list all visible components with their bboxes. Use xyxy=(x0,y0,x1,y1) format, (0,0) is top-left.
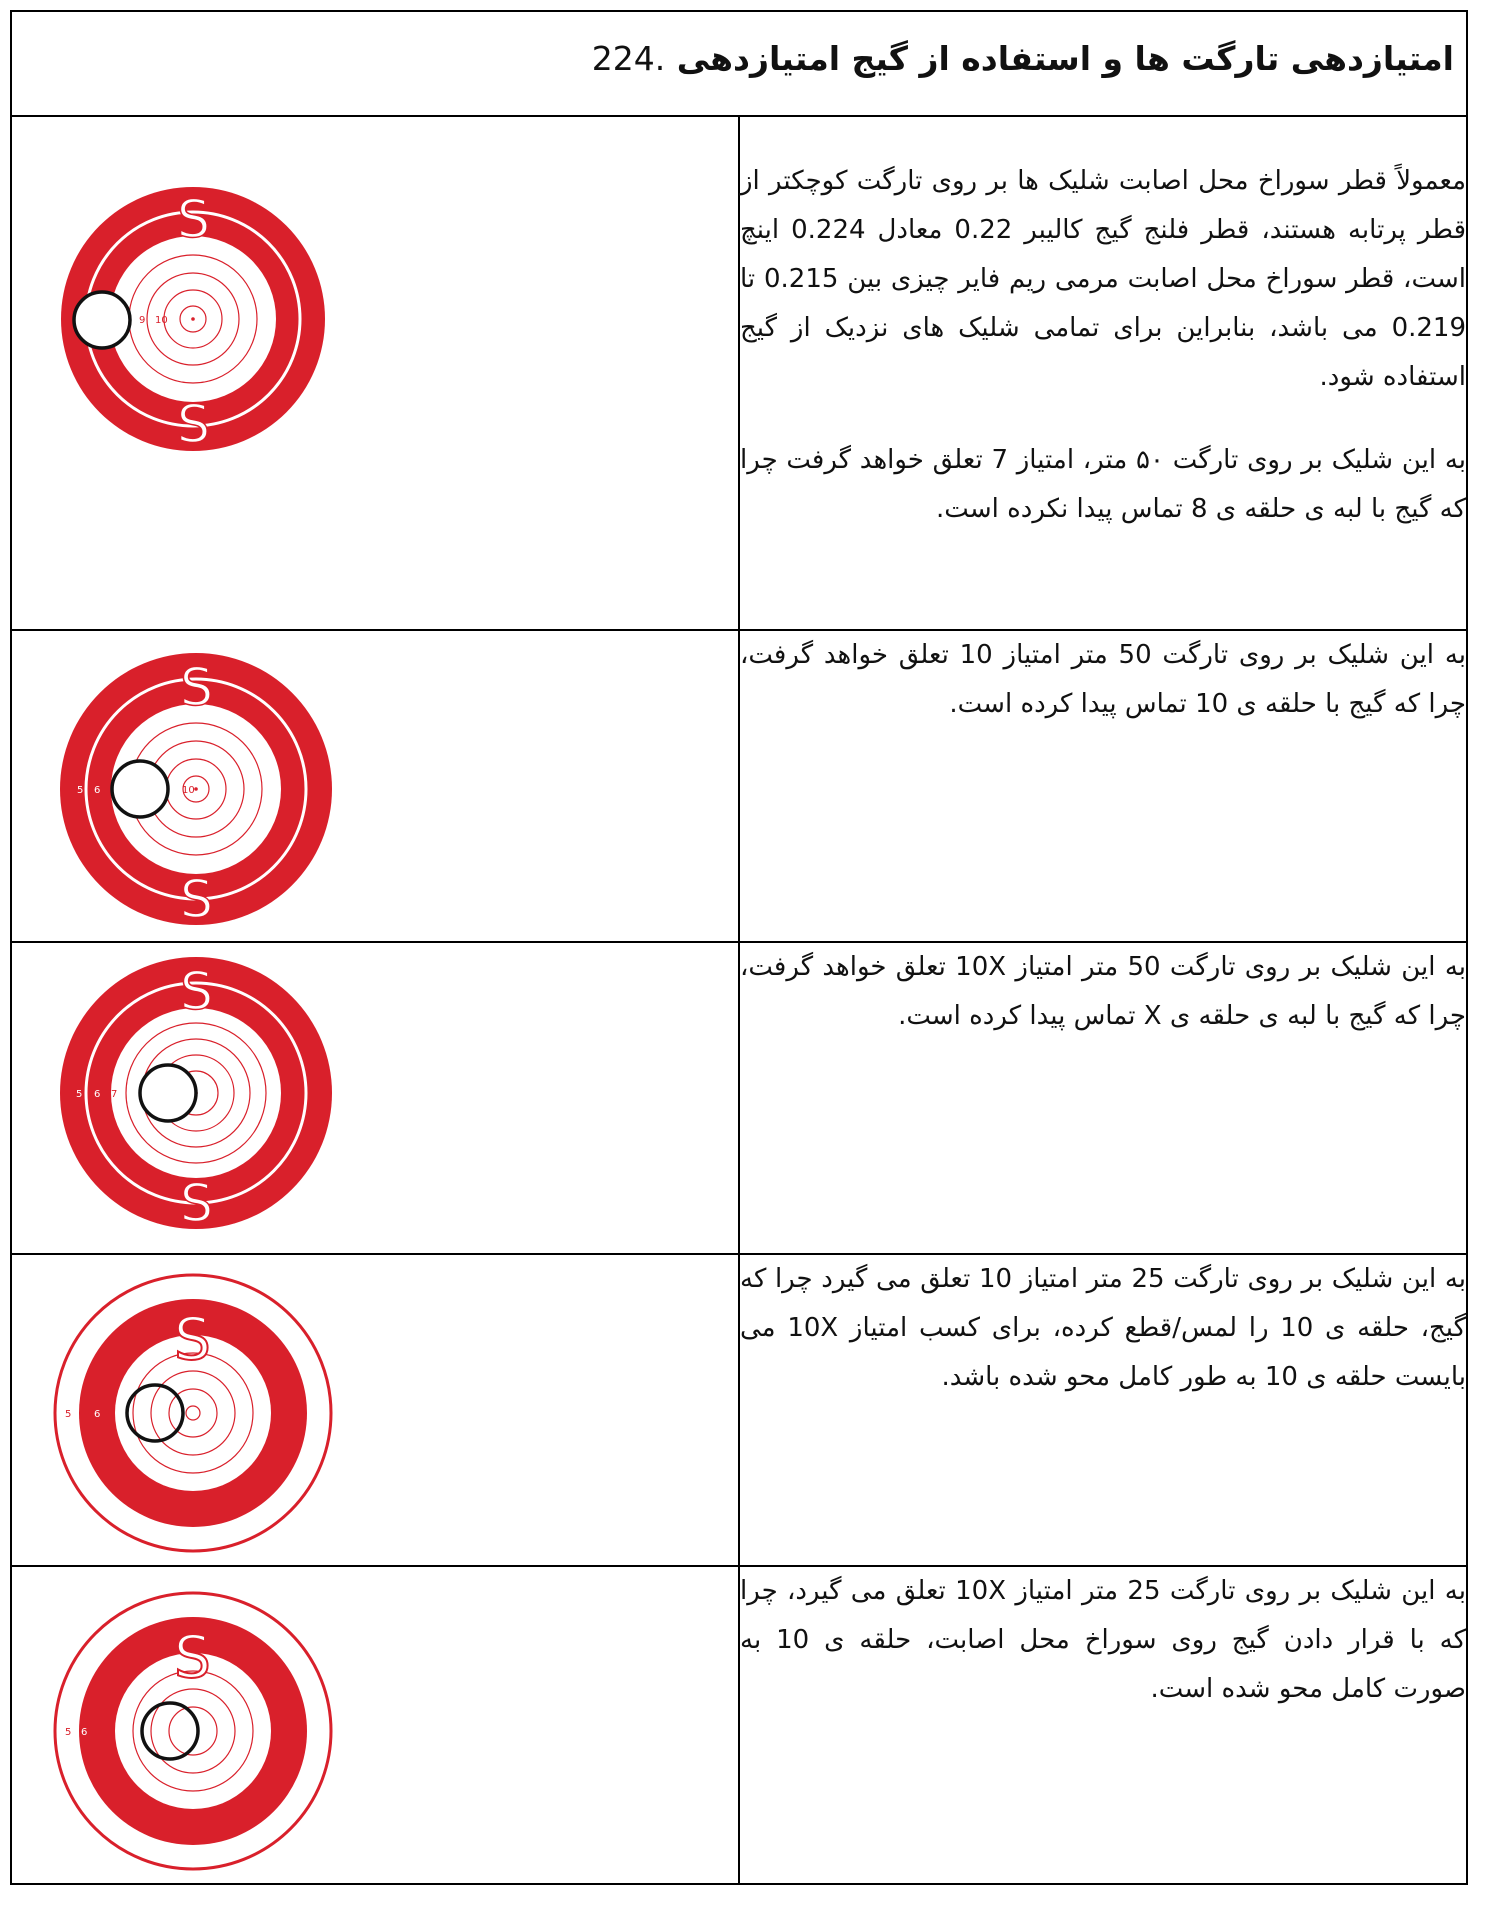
s-mark-top: S xyxy=(180,962,214,1022)
target-25m-score-10-image xyxy=(12,1255,374,1565)
table-row xyxy=(11,942,1467,1254)
s-mark-bottom: S xyxy=(180,870,214,930)
table-row xyxy=(11,1254,1467,1566)
s-mark-bottom: S xyxy=(177,395,211,455)
title-text: امتیازدهی تارگت ها و استفاده از گیج امتیازدهی xyxy=(676,39,1454,78)
target-50m-score-7-image xyxy=(12,117,374,589)
ring-label: 6 xyxy=(94,785,101,796)
paragraph: به این شلیک بر روی تارگت 50 متر امتیاز 10 تعلق خواهد گرفت، چرا که گیج با حلقه ی 10 تماس پیدا کرده است. xyxy=(740,640,1467,719)
paragraph: به این شلیک بر روی تارگت ۵۰ متر، امتیاز 7 تعلق خواهد گرفت چرا که گیج با لبه ی حلقه ی 8 تماس پیدا نکرده است. xyxy=(740,445,1466,524)
target-image-cell xyxy=(11,942,739,1254)
ring-label: 5 xyxy=(77,785,84,796)
description-cell xyxy=(739,942,1467,1254)
table-row xyxy=(11,1566,1467,1884)
description-cell xyxy=(739,1566,1467,1884)
s-mark-bottom: S xyxy=(180,1174,214,1234)
paragraph: به این شلیک بر روی تارگت 50 متر امتیاز 10X تعلق خواهد گرفت، چرا که گیج با لبه ی حلقه ی X تماس پیدا کرده است. xyxy=(740,952,1467,1031)
ring-label: 6 xyxy=(81,1727,88,1738)
ring-label: 7 xyxy=(97,1727,104,1738)
table-row xyxy=(11,116,1467,630)
target-50m-score-10-image xyxy=(12,631,374,941)
ring-label: 5 xyxy=(65,1409,72,1420)
s-mark-top: S xyxy=(174,1623,211,1691)
s-mark-top: S xyxy=(180,658,214,718)
paragraph: به این شلیک بر روی تارگت 25 متر امتیاز 10X تعلق می گیرد، چرا که با قرار دادن گیج روی سوراخ محل اصابت، حلقه ی 10 به صورت کامل محو شده است. xyxy=(740,1576,1466,1704)
scoring-table xyxy=(10,10,1468,1885)
paragraph: به این شلیک بر روی تارگت 25 متر امتیاز 10 تعلق می گیرد چرا که گیج، حلقه ی 10 را لمس/قطع کرده، برای کسب امتیاز 10X می بایست حلقه ی 10 به طور کامل محو شده باشد. xyxy=(740,1264,1466,1392)
ring-label: 10 xyxy=(155,315,168,326)
description-cell xyxy=(739,1254,1467,1566)
s-mark-top: S xyxy=(177,190,211,250)
target-25m-score-10x-image xyxy=(12,1567,374,1883)
gauge-circle xyxy=(127,1385,183,1441)
header-cell xyxy=(11,11,1467,116)
gauge-circle xyxy=(140,1065,196,1121)
ring-label: 10 xyxy=(182,785,195,796)
target-image-cell xyxy=(11,1566,739,1884)
target-image-cell xyxy=(11,116,739,630)
ring-label: 9 xyxy=(139,315,146,326)
s-mark-top: S xyxy=(174,1305,211,1373)
gauge-circle xyxy=(112,761,168,817)
table-row xyxy=(11,630,1467,942)
ring-label: 6 xyxy=(94,1409,101,1420)
page-title xyxy=(12,12,1466,81)
ring-label: 5 xyxy=(76,1089,83,1100)
ring-label: 6 xyxy=(94,1089,101,1100)
paragraph: معمولاً قطر سوراخ محل اصابت شلیک ها بر روی تارگت کوچکتر از قطر پرتابه هستند، قطر فلنج گیج کالیبر 0.22 معادل 0.224 اینچ است، قطر سوراخ محل اصابت مرمی ریم فایر چیزی بین 0.215 تا 0.219 می باشد، بنابراین برای تمامی شلیک های نزدیک از گیج استفاده شود. xyxy=(740,166,1466,392)
ring-label: 5 xyxy=(65,1727,72,1738)
ring-label: 7 xyxy=(111,1089,118,1100)
target-image-cell xyxy=(11,1254,739,1566)
gauge-circle xyxy=(74,292,130,348)
target-image-cell xyxy=(11,630,739,942)
title-caliber: .224 xyxy=(591,39,666,78)
target-50m-score-10x-image xyxy=(12,943,374,1253)
description-cell xyxy=(739,116,1467,630)
gauge-circle xyxy=(142,1703,198,1759)
description-cell xyxy=(739,630,1467,942)
